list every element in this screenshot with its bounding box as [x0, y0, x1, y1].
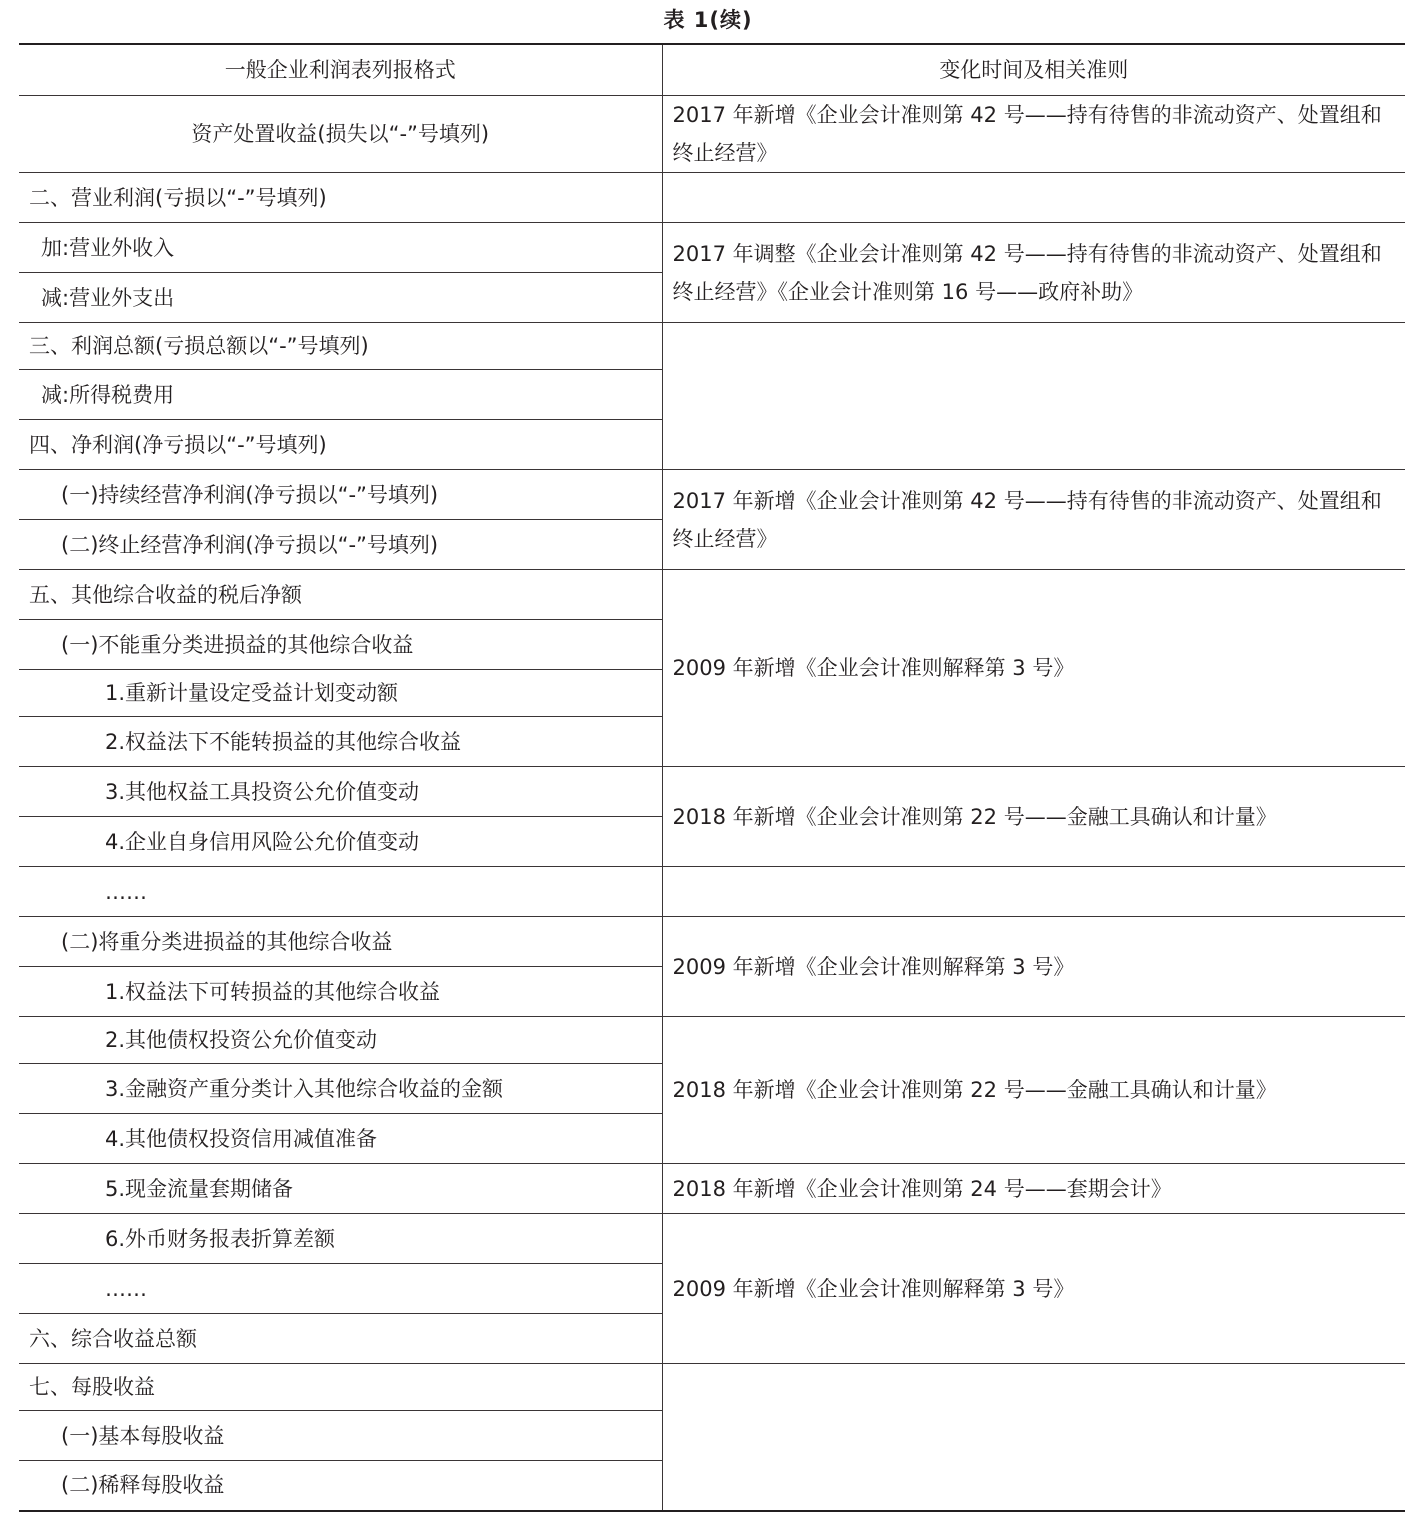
table-row [19, 917, 1405, 967]
row-label: (一)基本每股收益 [19, 1411, 662, 1461]
table-row [19, 323, 1405, 370]
header-changes: 变化时间及相关准则 [662, 44, 1405, 96]
change-note: 2018 年新增《企业会计准则第 24 号——套期会计》 [662, 1164, 1405, 1214]
empty-cell [662, 867, 1405, 917]
row-label: 三、利润总额(亏损总额以“-”号填列) [19, 323, 662, 370]
empty-cell [662, 173, 1405, 223]
profit-statement-table [19, 43, 1405, 1512]
table-row [19, 1214, 1405, 1264]
table-row [19, 767, 1405, 817]
table-row [19, 96, 1405, 173]
table-row [19, 470, 1405, 520]
row-label: 4.企业自身信用风险公允价值变动 [19, 817, 662, 867]
row-label: (一)不能重分类进损益的其他综合收益 [19, 620, 662, 670]
row-label: 资产处置收益(损失以“-”号填列) [19, 96, 662, 173]
row-label: (一)持续经营净利润(净亏损以“-”号填列) [19, 470, 662, 520]
row-label: 二、营业利润(亏损以“-”号填列) [19, 173, 662, 223]
empty-cell [662, 323, 1405, 470]
table-row [19, 867, 1405, 917]
change-note: 2018 年新增《企业会计准则第 22 号——金融工具确认和计量》 [662, 1017, 1405, 1164]
header-format: 一般企业利润表列报格式 [19, 44, 662, 96]
table-row [19, 1164, 1405, 1214]
row-label: 六、综合收益总额 [19, 1314, 662, 1364]
row-label: 1.权益法下可转损益的其他综合收益 [19, 967, 662, 1017]
row-label: 减:营业外支出 [19, 273, 662, 323]
change-note: 2017 年新增《企业会计准则第 42 号——持有待售的非流动资产、处置组和终止经营》 [662, 470, 1405, 570]
row-label: …… [19, 1264, 662, 1314]
row-label: 3.其他权益工具投资公允价值变动 [19, 767, 662, 817]
table-row [19, 1364, 1405, 1411]
row-label: 加:营业外收入 [19, 223, 662, 273]
row-label: 减:所得税费用 [19, 370, 662, 420]
change-note: 2009 年新增《企业会计准则解释第 3 号》 [662, 570, 1405, 767]
row-label: 3.金融资产重分类计入其他综合收益的金额 [19, 1064, 662, 1114]
change-note: 2017 年调整《企业会计准则第 42 号——持有待售的非流动资产、处置组和终止经营》《企业会计准则第 16 号——政府补助》 [662, 223, 1405, 323]
row-label: …… [19, 867, 662, 917]
row-label: 五、其他综合收益的税后净额 [19, 570, 662, 620]
table-row [19, 173, 1405, 223]
row-label: 2.其他债权投资公允价值变动 [19, 1017, 662, 1064]
change-note: 2009 年新增《企业会计准则解释第 3 号》 [662, 917, 1405, 1017]
change-note: 2018 年新增《企业会计准则第 22 号——金融工具确认和计量》 [662, 767, 1405, 867]
row-label: (二)稀释每股收益 [19, 1461, 662, 1511]
row-label: 4.其他债权投资信用减值准备 [19, 1114, 662, 1164]
row-label: 6.外币财务报表折算差额 [19, 1214, 662, 1264]
empty-cell [662, 1364, 1405, 1511]
row-label: 四、净利润(净亏损以“-”号填列) [19, 420, 662, 470]
change-note: 2017 年新增《企业会计准则第 42 号——持有待售的非流动资产、处置组和终止经营》 [662, 96, 1405, 173]
row-label: 七、每股收益 [19, 1364, 662, 1411]
row-label: 1.重新计量设定受益计划变动额 [19, 670, 662, 717]
table-row [19, 570, 1405, 620]
table-row [19, 223, 1405, 273]
header-row [19, 44, 1405, 96]
change-note: 2009 年新增《企业会计准则解释第 3 号》 [662, 1214, 1405, 1364]
table-caption: 表 1(续) [663, 8, 753, 32]
row-label: (二)终止经营净利润(净亏损以“-”号填列) [19, 520, 662, 570]
row-label: 5.现金流量套期储备 [19, 1164, 662, 1214]
row-label: 2.权益法下不能转损益的其他综合收益 [19, 717, 662, 767]
row-label: (二)将重分类进损益的其他综合收益 [19, 917, 662, 967]
table-row [19, 1017, 1405, 1064]
